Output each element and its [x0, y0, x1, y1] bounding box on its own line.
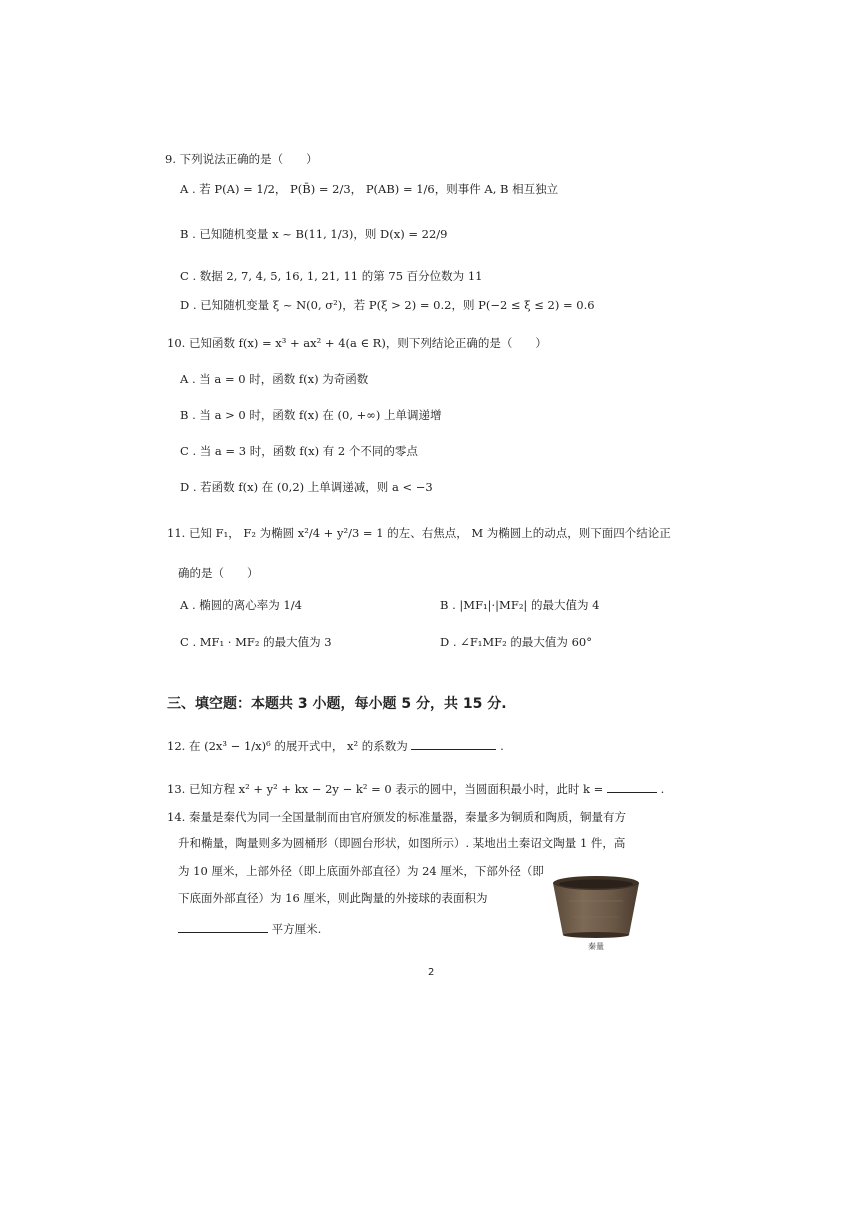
q14-line-1: 14. 秦量是秦代为同一全国量制而由官府颁发的标准量器，秦量多为铜质和陶质，铜量有方: [167, 810, 626, 824]
q13-answer-blank[interactable]: [607, 780, 657, 793]
q14-unit: 平方厘米.: [271, 922, 322, 936]
q10-stem: 10. 已知函数 f(x) = x³ + ax² + 4(a ∈ R)，则下列结论正确的是（ ）: [167, 336, 547, 350]
q11-option-b: B . |MF₁|·|MF₂| 的最大值为 4: [440, 598, 600, 612]
q13-text: 13. 已知方程 x² + y² + kx − 2y − k² = 0 表示的圆中，当圆面积最小时，此时 k =: [167, 782, 604, 796]
q9-stem: 9. 下列说法正确的是（ ）: [165, 152, 318, 166]
q12-answer-blank[interactable]: [411, 737, 496, 750]
q12-text: 12. 在 (2x³ − 1/x)⁶ 的展开式中， x² 的系数为: [167, 739, 408, 753]
page-number: 2: [428, 967, 435, 978]
q9-option-a: A . 若 P(A) = 1/2， P(B̄) = 2/3， P(AB) = 1/6，则事件 A, B 相互独立: [180, 182, 559, 196]
q11-option-c: C . MF₁ · MF₂ 的最大值为 3: [180, 635, 332, 649]
q11-option-a: A . 椭圆的离心率为 1/4: [180, 598, 302, 612]
q10-option-c: C . 当 a = 3 时，函数 f(x) 有 2 个不同的零点: [180, 444, 418, 458]
q10-option-b: B . 当 a > 0 时，函数 f(x) 在 (0, +∞) 上单调递增: [180, 408, 442, 422]
qin-measure-figure: [549, 873, 643, 953]
q14-line-5: [178, 920, 321, 936]
q11-stem-continued: 确的是（ ）: [178, 566, 259, 580]
q13-end: .: [660, 782, 665, 796]
q11-stem: 11. 已知 F₁， F₂ 为椭圆 x²/4 + y²/3 = 1 的左、右焦点， M 为椭圆上的动点，则下面四个结论正: [167, 526, 671, 540]
q14-line-3: 为 10 厘米，上部外径（即上底面外部直径）为 24 厘米，下部外径（即: [178, 864, 544, 878]
q10-option-d: D . 若函数 f(x) 在 (0,2) 上单调递减，则 a < −3: [180, 480, 433, 494]
q14-answer-blank[interactable]: [178, 920, 268, 933]
q13: [167, 780, 664, 796]
q11-option-d: D . ∠F₁MF₂ 的最大值为 60°: [440, 635, 592, 649]
q14-line-4: 下底面外部直径）为 16 厘米，则此陶量的外接球的表面积为: [178, 891, 488, 905]
q9-option-b: B . 已知随机变量 x ~ B(11, 1/3)，则 D(x) = 22/9: [180, 227, 448, 241]
figure-caption: 秦量: [588, 942, 604, 951]
q12: [167, 737, 504, 753]
q10-option-a: A . 当 a = 0 时，函数 f(x) 为奇函数: [180, 372, 369, 386]
q12-end: .: [500, 739, 504, 753]
clay-vessel-image: [549, 873, 643, 941]
q9-option-c: C . 数据 2, 7, 4, 5, 16, 1, 21, 11 的第 75 百分位数为 11: [180, 269, 483, 283]
q9-option-d: D . 已知随机变量 ξ ~ N(0, σ²)，若 P(ξ > 2) = 0.2，则 P(−2 ≤ ξ ≤ 2) = 0.6: [180, 298, 595, 312]
section-3-title: 三、填空题：本题共 3 小题，每小题 5 分，共 15 分.: [167, 696, 507, 712]
q14-line-2: 升和椭量，陶量则多为圆桶形（即圆台形状，如图所示）. 某地出土秦诏文陶量 1 件，高: [178, 836, 626, 850]
